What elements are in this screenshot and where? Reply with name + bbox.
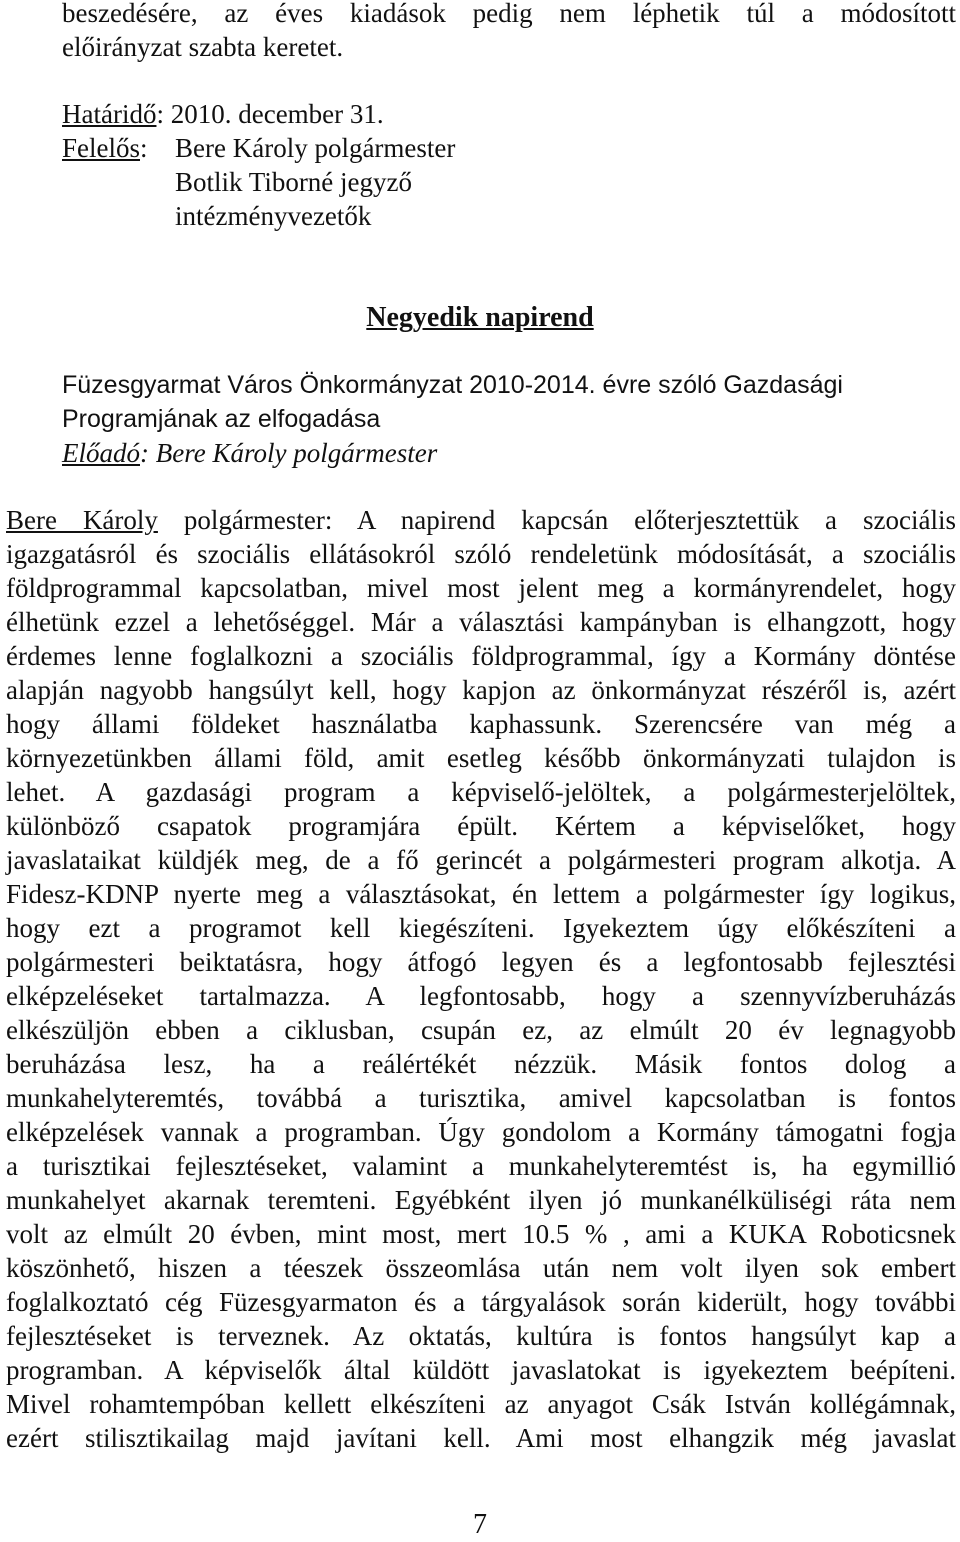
intro-line-1: beszedésére, az éves kiadások pedig nem léphetik túl a módosított [62, 0, 956, 28]
speech-paragraph [6, 503, 956, 1455]
responsible-names [175, 131, 455, 233]
speech-line: beruházása lesz, ha a reálértékét nézzük. Másik fontos dolog a [6, 1049, 956, 1079]
speech-line: különböző csapatok programjára épült. Kértem a képviselőket, hogy [6, 811, 956, 841]
speech-line: munkahelyteremtés, továbbá a turisztika, amivel kapcsolatban is fontos [6, 1083, 956, 1113]
speech-line: Mivel rohamtempóban kellett elkészíteni az anyagot Csák István kollégámnak, [6, 1389, 956, 1419]
speech-line-1 [6, 503, 956, 537]
intro-line-2: előirányzat szabta keretet. [62, 32, 344, 62]
responsible-label: Felelős [62, 133, 140, 163]
speech-line: elkészüljön ebben a ciklusban, csupán ez, az elmúlt 20 év legnagyobb [6, 1015, 956, 1045]
agenda-line-2: Programjának az elfogadása [62, 405, 381, 433]
agenda-title [62, 368, 956, 436]
deadline-label: Határidő [62, 99, 157, 129]
speech-line-1-text: polgármester: A napirend kapcsán előterjesztettük a szociális [157, 505, 956, 535]
speech-line: Fidesz-KDNP nyerte meg a választásokat, én lettem a polgármester így logikus, [6, 879, 956, 909]
speech-line: foglalkoztató cég Füzesgyarmaton és a tárgyalások során kiderült, hogy további [6, 1287, 956, 1317]
speech-line: élhetünk ezzel a lehetőséggel. Már a választási kampányban is elhangzott, hogy [6, 607, 956, 637]
responsible-name-3: intézményvezetők [175, 201, 372, 231]
speech-line: munkahelyet akarnak teremteni. Egyébként ilyen jó munkanélküliségi ráta nem [6, 1185, 956, 1215]
page-number: 7 [473, 1509, 487, 1540]
speech-line: alapján nagyobb hangsúlyt kell, hogy kapjon az önkormányzat részéről is, azért [6, 675, 956, 705]
speech-line: elképzeléseket tartalmazza. A legfontosabb, hogy a szennyvízberuházás [6, 981, 956, 1011]
speech-line: köszönhető, hiszen a téeszek összeomlása után nem volt ilyen sok embert [6, 1253, 956, 1283]
speech-line: programban. A képviselők által küldött javaslatokat is igyekeztem beépíteni. [6, 1355, 956, 1385]
speech-line: javaslataikat küldjék meg, de a fő gerincét a polgármesteri program alkotja. A [6, 845, 956, 875]
speech-line: fejlesztéseket is terveznek. Az oktatás, kultúra is fontos hangsúlyt kap a [6, 1321, 956, 1351]
speech-line: lehet. A gazdasági program a képviselő-jelöltek, a polgármesterjelöltek, [6, 777, 956, 807]
speech-line: volt az elmúlt 20 évben, mint most, mert 10.5 % , ami a KUKA Roboticsnek [6, 1219, 956, 1249]
responsible-name-2: Botlik Tiborné jegyző [175, 167, 413, 197]
speech-line: hogy állami földeket használatba kaphassunk. Szerencsére van még a [6, 709, 956, 739]
intro-paragraph [62, 0, 956, 64]
presenter-value: : Bere Károly polgármester [140, 438, 438, 468]
presenter-line [62, 436, 956, 470]
responsible-block [62, 131, 956, 233]
responsible-colon: : [140, 133, 148, 163]
speech-line: igazgatásról és szociális ellátásokról szóló rendeletünk módosítását, a szociális [6, 539, 956, 569]
speech-line: elképzelések vannak a programban. Úgy gondolom a Kormány támogatni fogja [6, 1117, 956, 1147]
speech-line: földprogrammal kapcsolatban, mivel most jelent meg a kormányrendelet, hogy [6, 573, 956, 603]
speech-line: érdemes lenne foglalkozni a szociális földprogrammal, így a Kormány döntése [6, 641, 956, 671]
agenda-line-1: Füzesgyarmat Város Önkormányzat 2010-2014. évre szóló Gazdasági [62, 371, 843, 399]
presenter-label: Előadó [62, 438, 140, 468]
speaker-name: Bere Károly [6, 505, 158, 535]
heading-text: Negyedik napirend [366, 302, 594, 333]
speech-line: a turisztikai fejlesztéseket, valamint a munkahelyteremtést is, ha egymillió [6, 1151, 956, 1181]
responsible-name-1: Bere Károly polgármester [175, 133, 456, 163]
speech-line: környezetünkben állami föld, amit esetleg később önkormányzati tulajdon is [6, 743, 956, 773]
section-heading [0, 301, 960, 335]
speech-line: ezért stilisztikailag majd javítani kell. Ami most elhangzik még javaslat [6, 1423, 956, 1453]
speech-line: polgármesteri beiktatásra, hogy átfogó legyen és a legfontosabb fejlesztési [6, 947, 956, 977]
deadline-value: : 2010. december 31. [156, 99, 384, 129]
speech-line: hogy ezt a programot kell kiegészíteni. Igyekeztem úgy előkészíteni a [6, 913, 956, 943]
deadline-line [62, 97, 956, 131]
